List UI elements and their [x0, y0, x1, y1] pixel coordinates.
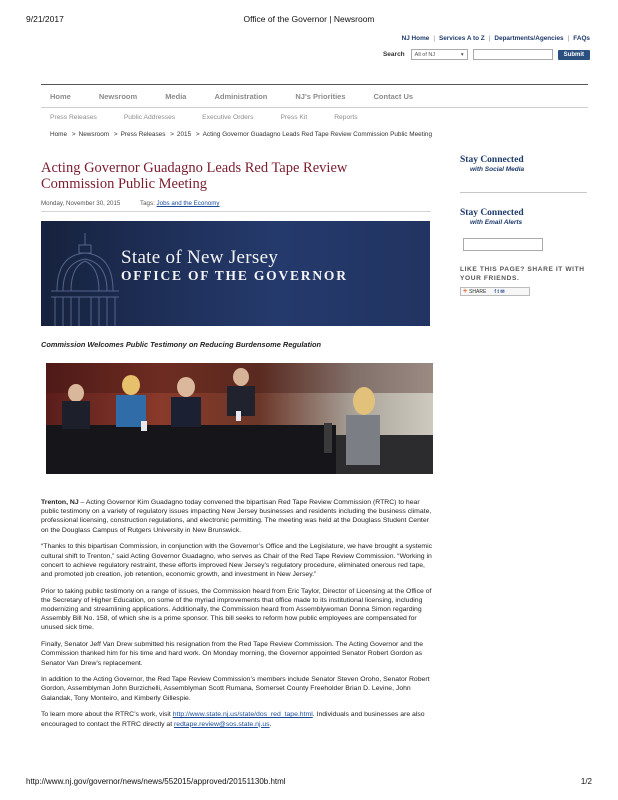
breadcrumb-press-releases[interactable]: Press Releases [120, 131, 166, 138]
nav-newsroom[interactable]: Newsroom [98, 91, 138, 101]
departments-agencies-link[interactable]: Departments/Agencies [494, 35, 564, 42]
article-body [41, 498, 433, 736]
print-page-number: 1/2 [580, 777, 592, 786]
subnav-public-addresses[interactable]: Public Addresses [123, 114, 176, 121]
breadcrumb-separator: > [195, 131, 200, 138]
article-dateline: Trenton, NJ [41, 499, 79, 506]
sidebar-divider [460, 192, 587, 193]
commission-meeting-photo [46, 363, 433, 474]
print-url: http://www.nj.gov/governor/news/news/552015/approved/20151130b.html [26, 777, 286, 786]
article-paragraph: In addition to the Acting Governor, the Red Tape Review Commission’s members include Senator Steven Oroho, Senator Robert Gordon, Assemblyman John Burzichelli, Assemblyman Scott Rumana, Somerset County Freeholder Brian D. Levine, John Galandak, Tony Monteiro, and Kimberly Gillespie. [41, 676, 430, 702]
share-button[interactable] [460, 287, 530, 296]
breadcrumb-separator: > [170, 131, 174, 138]
utility-nav [402, 35, 590, 42]
tag-link[interactable]: Jobs and the Economy [156, 200, 220, 207]
subnav-press-releases[interactable]: Press Releases [50, 114, 97, 121]
nav-home[interactable]: Home [50, 91, 71, 101]
breadcrumb-newsroom[interactable]: Newsroom [78, 131, 110, 138]
nav-contact-us[interactable]: Contact Us [373, 91, 414, 101]
subnav-executive-orders[interactable]: Executive Orders [202, 114, 254, 121]
banner-state-name: State of New Jersey [121, 247, 279, 268]
subnav-press-kit[interactable]: Press Kit [280, 114, 308, 121]
utility-separator: | [567, 35, 570, 42]
article-tags [140, 200, 219, 207]
print-page-title: Office of the Governor | Newsroom [243, 14, 375, 24]
services-a-to-z-link[interactable]: Services A to Z [438, 35, 485, 42]
breadcrumb-current: Acting Governor Guadagno Leads Red Tape Review Commission Public Meeting [202, 131, 433, 138]
email-alerts-title[interactable]: Stay Connected [460, 208, 524, 218]
print-date: 9/21/2017 [26, 14, 64, 24]
share-prompt: LIKE THIS PAGE? SHARE IT WITH YOUR FRIENDS. [460, 266, 585, 282]
share-plus-icon: + [463, 288, 468, 295]
search-scope-select[interactable] [411, 49, 468, 60]
main-nav [41, 84, 588, 108]
rtrc-email-link[interactable]: redtape.review@sos.state.nj.us [174, 720, 270, 728]
governor-banner [41, 221, 430, 326]
sub-nav [50, 114, 385, 121]
article-paragraph: Prior to taking public testimony on a range of issues, the Commission heard from Eric Taylor, Director of Licensing at the Office of the Secretary of Higher Education, on some of the myriad improvements that office made to its institutional licensing, including modernizing and streamlining applications. Additionally, the Commission heard from Assemblywoman Donna Simon regarding Assembly Bill No. 158, of which she is a prime sponsor. This bill seeks to reform how public employees are compensated for unused sick time. [41, 587, 432, 632]
article-meta [41, 200, 431, 212]
utility-separator: | [433, 35, 435, 42]
chevron-down-icon: ▾ [460, 51, 464, 58]
nav-administration[interactable]: Administration [214, 91, 268, 101]
rtrc-website-link[interactable]: http://www.state.nj.us/state/dos_red_tape.html [172, 711, 313, 719]
search-bar [383, 49, 590, 60]
article-date: Monday, November 30, 2015 [41, 200, 121, 207]
faqs-link[interactable]: FAQs [573, 35, 590, 42]
share-networks-icons: f t ✉ [494, 288, 505, 295]
nav-nj-priorities[interactable]: NJ's Priorities [295, 91, 346, 101]
utility-separator: | [488, 35, 491, 42]
image-caption: Commission Welcomes Public Testimony on Reducing Burdensome Regulation [41, 340, 322, 349]
breadcrumb [50, 131, 432, 138]
email-alerts-input[interactable] [463, 238, 543, 251]
subnav-reports[interactable]: Reports [334, 114, 358, 121]
article-title: Acting Governor Guadagno Leads Red Tape Review Commission Public Meeting [41, 160, 348, 192]
article-paragraph: Trenton, NJ – Acting Governor Kim Guadagno today convened the bipartisan Red Tape Review Commission (RTRC) to hear public testimony on a variety of regulatory issues impacting New Jersey businesses and residents including the business climate, professional licensing, construction regulations, and electronic permitting. The meeting was held at the Douglass Student Center on the Douglass Campus of Rutgers University in New Brunswick. [41, 499, 432, 534]
breadcrumb-home[interactable]: Home [50, 131, 68, 138]
social-media-title[interactable]: Stay Connected [460, 155, 524, 165]
sidebar [460, 155, 587, 296]
breadcrumb-separator: > [71, 131, 76, 138]
search-input[interactable] [473, 49, 553, 60]
breadcrumb-year[interactable]: 2015 [176, 131, 192, 138]
article-paragraph: To learn more about the RTRC’s work, visit http://www.state.nj.us/state/dos_red_tape.html. Individuals and businesses are also encouraged to contact the RTRC directly at redtape.review@sos.state.nj.us. [41, 711, 425, 728]
search-scope-value: All of NJ [414, 51, 436, 58]
nav-media[interactable]: Media [165, 91, 187, 101]
email-alerts-subtitle[interactable]: with Email Alerts [470, 219, 523, 226]
tags-label: Tags: [140, 200, 155, 207]
share-button-label: SHARE [469, 288, 487, 295]
breadcrumb-separator: > [113, 131, 118, 138]
search-label: Search [382, 51, 405, 58]
social-media-subtitle[interactable]: with Social Media [470, 166, 525, 173]
article-paragraph: Finally, Senator Jeff Van Drew submitted his resignation from the Red Tape Review Commission. The Acting Governor and the Commission thanked him for his time and hard work. On Monday morning, the Governor appointed Senator Robert Gordon as Senator Van Drew’s replacement. [41, 641, 424, 667]
article-paragraph: “Thanks to this bipartisan Commission, in conjunction with the Governor’s Office and the Legislature, we have brought a systemic cultural shift to Trenton,” said Acting Governor Guadagno, who serves as Chair of the Red Tape Review Commission. “Working in concert to achieve regulatory restraint, these efforts improved New Jersey’s regulatory procedure, eliminated onerous red tape, and promoted job creation, job retention, economic growth, and investment in New Jersey.” [41, 543, 433, 578]
search-submit-button[interactable]: Submit [558, 50, 590, 60]
banner-office-name: OFFICE OF THE GOVERNOR [121, 268, 348, 283]
nj-home-link[interactable]: NJ Home [401, 35, 430, 42]
capitol-dome-icon [47, 231, 123, 326]
